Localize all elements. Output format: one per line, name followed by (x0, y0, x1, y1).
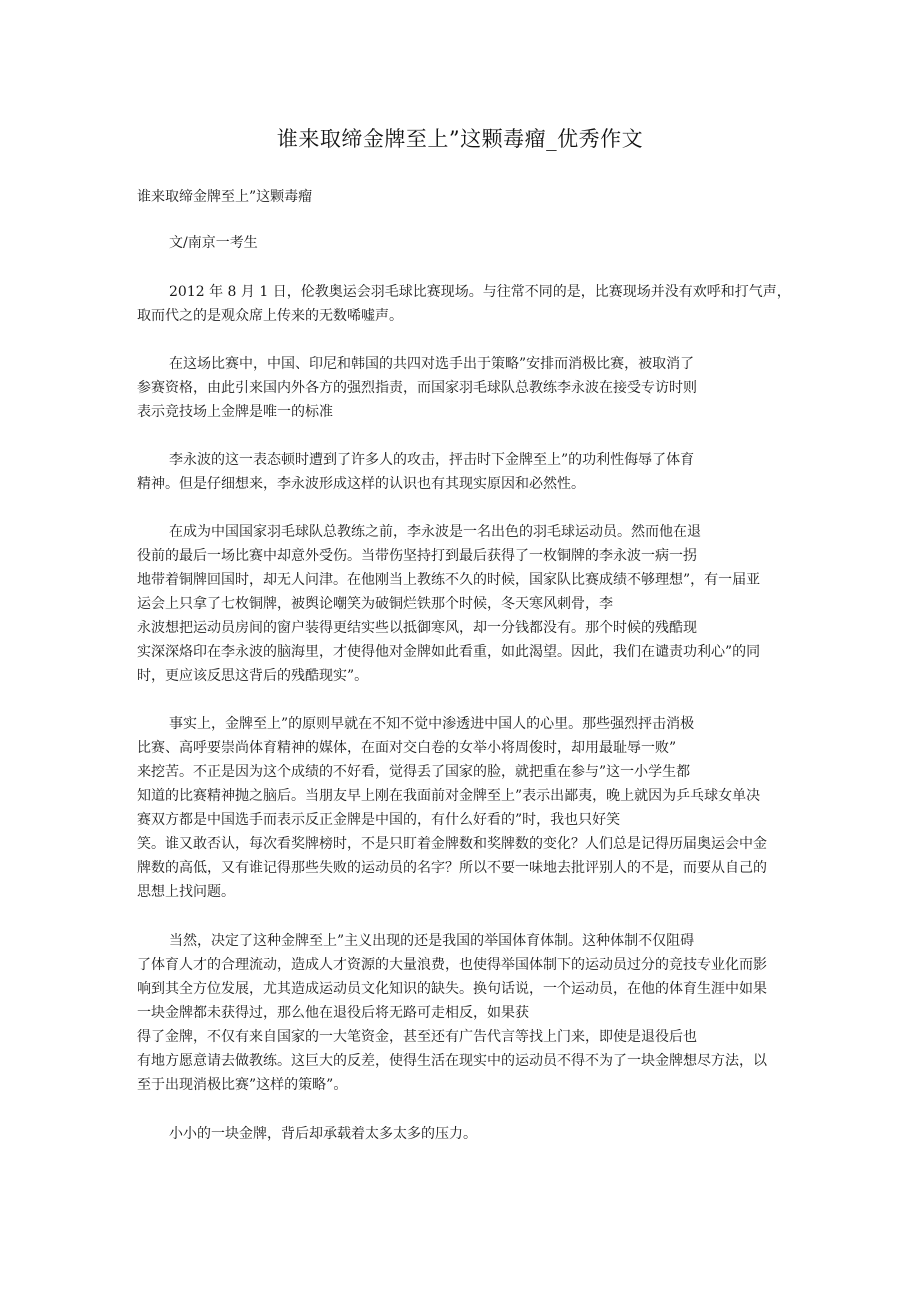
paragraph-2-line-3: 表示竞技场上金牌是唯一的标准 (137, 404, 333, 420)
paragraph-4-line-4: 运会上只拿了七枚铜牌，被舆论嘲笑为破铜烂铁那个时候，冬天寒风刺骨，李 (137, 596, 613, 612)
paragraph-6-line-6: 有地方愿意请去做教练。这巨大的反差，使得生活在现实中的运动员不得不为了一块金牌想尽方法，以 (137, 1053, 767, 1069)
paragraph-6-line-5: 得了金牌，不仅有来自国家的一大笔资金，甚至还有广告代言等找上门来，即使是退役后也 (137, 1029, 697, 1045)
paragraph-1-line-2: 取而代之的是观众席上传来的无数唏嘘声。 (137, 308, 403, 324)
paragraph-5-line-3: 来挖苦。不正是因为这个成绩的不好看，觉得丢了国家的脸，就把重在参与”这一小学生都 (137, 764, 691, 780)
paragraph-4-line-5: 永波想把运动员房间的窗户装得更结实些以抵御寒风，却一分钱都没有。那个时候的残酷现 (137, 620, 697, 636)
document-byline: 文/南京一考生 (169, 235, 258, 251)
paragraph-6-line-7: 至于出现消极比赛”这样的策略”。 (137, 1077, 348, 1093)
paragraph-4-line-2: 役前的最后一场比赛中却意外受伤。当带伤坚持打到最后获得了一枚铜牌的李永波一病一拐 (137, 548, 697, 564)
paragraph-1-line-1: 2012 年 8 月 1 日，伦教奥运会羽毛球比赛现场。与往常不同的是，比赛现场并没有欢呼和打气声， (169, 284, 791, 300)
paragraph-2-line-2: 参赛资格，由此引来国内外各方的强烈指责，而国家羽毛球队总教练李永波在接受专访时则 (137, 380, 697, 396)
paragraph-4-line-3: 地带着铜牌回国时，却无人问津。在他刚当上教练不久的时候，国家队比赛成绩不够理想”，有一届亚 (137, 572, 761, 588)
paragraph-4-line-1: 在成为中国国家羽毛球队总教练之前，李永波是一名出色的羽毛球运动员。然而他在退 (169, 524, 701, 540)
paragraph-5-line-8: 思想上找问题。 (137, 884, 235, 900)
document-subtitle: 谁来取缔金牌至上”这颗毒瘤 (137, 189, 313, 205)
paragraph-5-line-5: 赛双方都是中国选手而表示反正金牌是中国的，有什么好看的”时，我也只好笑 (137, 812, 621, 828)
paragraph-6-line-4: 一块金牌都未获得过，那么他在退役后将无路可走相反，如果获 (137, 1005, 529, 1021)
paragraph-5-line-7: 牌数的高低，又有谁记得那些失败的运动员的名字？所以不要一味地去批评别人的不是，而要从自己的 (137, 860, 767, 876)
document-title: 谁来取缔金牌至上”这颗毒瘤_优秀作文 (276, 127, 644, 151)
paragraph-5-line-1: 事实上，金牌至上”的原则早就在不知不觉中渗透进中国人的心里。那些强烈抨击消极 (169, 716, 695, 732)
paragraph-2-line-1: 在这场比赛中，中国、印尼和韩国的共四对选手出于策略”安排而消极比赛，被取消了 (169, 356, 695, 372)
paragraph-3-line-1: 李永波的这一表态顿时遭到了许多人的攻击，抨击时下金牌至上”的功利性侮辱了体育 (169, 452, 695, 468)
paragraph-3-line-2: 精神。但是仔细想来，李永波形成这样的认识也有其现实原因和必然性。 (137, 476, 585, 492)
paragraph-7-line-1: 小小的一块金牌，背后却承载着太多太多的压力。 (169, 1126, 477, 1142)
paragraph-4-line-7: 时，更应该反思这背后的残酷现实”。 (137, 668, 369, 684)
paragraph-6-line-3: 响到其全方位发展，尤其造成运动员文化知识的缺失。换句话说，一个运动员，在他的体育生涯中如果 (137, 981, 767, 997)
paragraph-5-line-6: 笑。谁又敢否认，每次看奖牌榜时，不是只盯着金牌数和奖牌数的变化？人们总是记得历届奥运会中金 (137, 836, 767, 852)
paragraph-4-line-6: 实深深烙印在李永波的脑海里，才使得他对金牌如此看重，如此渴望。因此，我们在谴责功利心”的同 (137, 644, 761, 660)
paragraph-5-line-4: 知道的比赛精神抛之脑后。当朋友早上刚在我面前对金牌至上”表示出鄙夷，晚上就因为乒乓球女单决 (137, 788, 761, 804)
paragraph-6-line-1: 当然，决定了这种金牌至上”主义出现的还是我国的举国体育体制。这种体制不仅阻碍 (169, 933, 695, 949)
paragraph-6-line-2: 了体育人才的合理流动，造成人才资源的大量浪费，也使得举国体制下的运动员过分的竞技专业化而影 (137, 957, 767, 973)
paragraph-5-line-2: 比赛、高呼要崇尚体育精神的媒体，在面对交白卷的女举小将周俊时，却用最耻辱一败” (137, 740, 677, 756)
